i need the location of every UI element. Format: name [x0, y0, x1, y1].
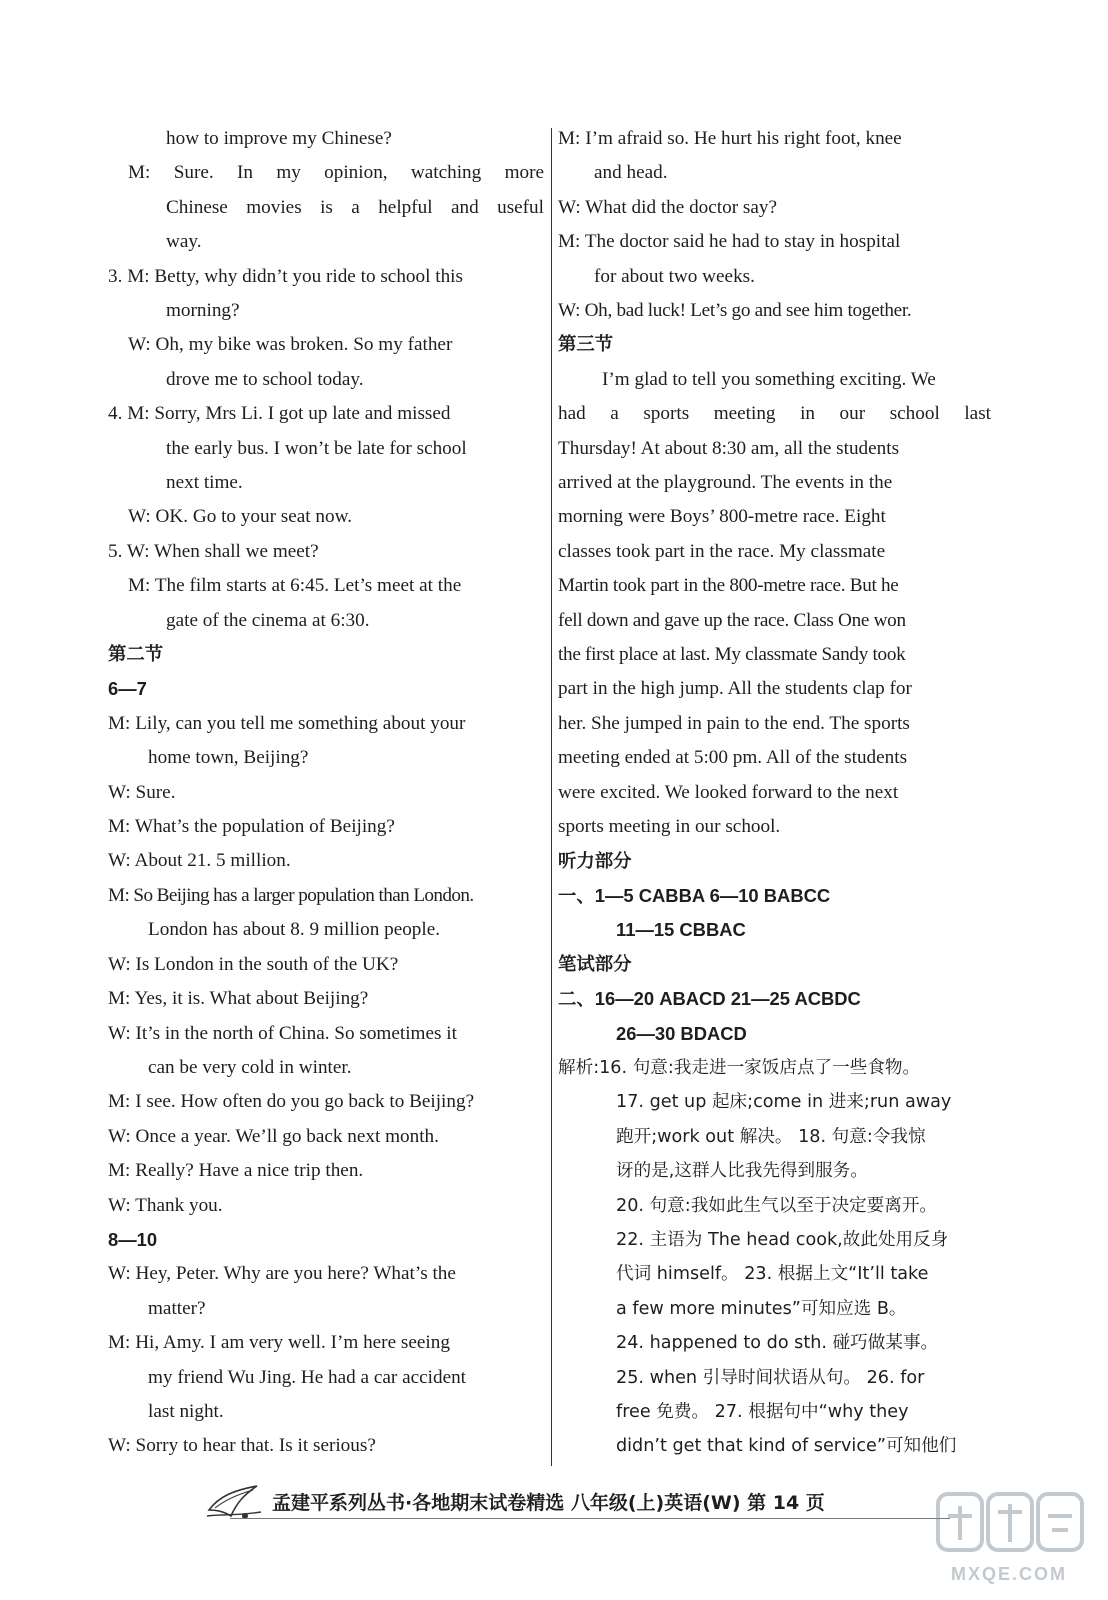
question-line: 3. M: Betty, why didn’t you ride to school this: [108, 265, 463, 287]
right-column: [558, 122, 991, 1464]
question-line: 4. M: Sorry, Mrs Li. I got up late and missed: [108, 403, 451, 425]
text-line: W: It’s in the north of China. So sometimes it: [108, 1022, 457, 1044]
passage-line: Martin took part in the 800-metre race. But he: [558, 575, 899, 597]
answer-line: 11—15 CBBAC: [616, 919, 746, 941]
watermark-logo-icon: [928, 1486, 1090, 1566]
analysis-line: 22. 主语为 The head cook,故此处用反身: [616, 1229, 949, 1250]
text-line: way.: [166, 231, 202, 253]
section-heading: 听力部分: [558, 850, 632, 872]
section-heading: 第三节: [558, 334, 614, 356]
text-line: W: Sure.: [108, 781, 176, 803]
question-line: 5. W: When shall we meet?: [108, 540, 319, 562]
text-line: how to improve my Chinese?: [166, 128, 392, 149]
analysis-line: 20. 句意:我如此生气以至于决定要离开。: [616, 1195, 938, 1216]
analysis-line: 跑开;work out 解决。 18. 句意:令我惊: [616, 1126, 926, 1147]
passage-line: part in the high jump. All the students clap for: [558, 678, 912, 700]
text-line: can be very cold in winter.: [148, 1056, 352, 1078]
watermark: [928, 1486, 1090, 1586]
text-line: W: About 21. 5 million.: [108, 850, 291, 872]
footer-text: 孟建平系列丛书·各地期末试卷精选 八年级(上)英语(W) 第 14 页: [272, 1492, 825, 1514]
analysis-line: 代词 himself。 23. 根据上文“It’ll take: [616, 1264, 929, 1285]
text-line: M: What’s the population of Beijing?: [108, 816, 395, 838]
text-line: the early bus. I won’t be late for school: [166, 437, 467, 459]
analysis-line: 17. get up 起床;come in 进来;run away: [616, 1092, 952, 1113]
text-line: gate of the cinema at 6:30.: [166, 609, 370, 631]
passage-line: morning were Boys’ 800-metre race. Eight: [558, 506, 886, 528]
text-line: and head.: [594, 162, 668, 184]
analysis-line: 讶的是,这群人比我先得到服务。: [616, 1161, 868, 1182]
passage-line: had a sports meeting in our school last: [558, 403, 991, 425]
text-line: London has about 8. 9 million people.: [148, 919, 441, 941]
left-column: [108, 122, 544, 1464]
text-line: last night.: [148, 1400, 224, 1422]
analysis-line: a few more minutes”可知应选 B。: [616, 1298, 907, 1319]
passage-line: arrived at the playground. The events in the: [558, 472, 893, 494]
answer-line: 一、1—5 CABBA 6—10 BABCC: [558, 884, 831, 906]
text-line: home town, Beijing?: [148, 747, 309, 769]
analysis-line: 24. happened to do sth. 碰巧做某事。: [616, 1333, 939, 1354]
column-divider: [551, 128, 552, 1466]
section-number: 6—7: [108, 678, 147, 700]
text-line: next time.: [166, 472, 243, 494]
passage-line: I’m glad to tell you something exciting. We: [602, 368, 936, 390]
text-line: M: Really? Have a nice trip then.: [108, 1160, 364, 1182]
passage-line: classes took part in the race. My classmate: [558, 540, 886, 562]
passage-line: Thursday! At about 8:30 am, all the students: [558, 437, 900, 459]
passage-line: her. She jumped in pain to the end. The sports: [558, 712, 910, 734]
text-line: W: Sorry to hear that. Is it serious?: [108, 1435, 376, 1457]
text-line: M: I see. How often do you go back to Beijing?: [108, 1091, 475, 1113]
text-line: M: Yes, it is. What about Beijing?: [108, 988, 369, 1010]
section-number: 8—10: [108, 1228, 158, 1250]
passage-line: were excited. We looked forward to the next: [558, 781, 899, 803]
text-line: drove me to school today.: [166, 368, 364, 390]
text-line: my friend Wu Jing. He had a car accident: [148, 1366, 467, 1388]
answer-line: 26—30 BDACD: [616, 1022, 747, 1044]
section-heading: 第二节: [108, 644, 164, 666]
text-line: W: Thank you.: [108, 1194, 223, 1216]
passage-line: sports meeting in our school.: [558, 816, 781, 838]
answer-line: 二、16—20 ABACD 21—25 ACBDC: [558, 988, 861, 1010]
analysis-line: 25. when 引导时间状语从句。 26. for: [616, 1367, 925, 1388]
text-line: W: Once a year. We’ll go back next month.: [108, 1125, 439, 1147]
passage-line: the first place at last. My classmate Sandy took: [558, 644, 906, 666]
passage-line: meeting ended at 5:00 pm. All of the students: [558, 747, 908, 769]
text-line: M: So Beijing has a larger population than London.: [108, 884, 474, 906]
watermark-text: MXQE.COM: [950, 1564, 1067, 1584]
text-line: M: Lily, can you tell me something about your: [108, 712, 466, 734]
book-series-logo-icon: [205, 1476, 263, 1524]
text-line: W: Oh, bad luck! Let’s go and see him together.: [558, 300, 912, 322]
text-line: W: Oh, my bike was broken. So my father: [128, 334, 453, 356]
text-line: W: OK. Go to your seat now.: [128, 506, 352, 528]
text-line: Chinese movies is a helpful and useful: [166, 196, 544, 218]
section-heading: 笔试部分: [558, 953, 632, 975]
passage-line: fell down and gave up the race. Class One won: [558, 609, 906, 631]
analysis-line: 解析:16. 句意:我走进一家饭店点了一些食物。: [558, 1057, 921, 1078]
text-line: M: The film starts at 6:45. Let’s meet at the: [128, 575, 462, 597]
text-line: M: The doctor said he had to stay in hospital: [558, 231, 901, 253]
analysis-line: free 免费。 27. 根据句中“why they: [616, 1402, 909, 1423]
footer-rule: [230, 1518, 950, 1519]
text-line: W: Hey, Peter. Why are you here? What’s the: [108, 1263, 456, 1285]
text-line: W: Is London in the south of the UK?: [108, 953, 399, 975]
text-line: M: Hi, Amy. I am very well. I’m here seeing: [108, 1332, 450, 1354]
analysis-line: didn’t get that kind of service”可知他们: [616, 1436, 957, 1457]
text-line: W: What did the doctor say?: [558, 196, 777, 218]
text-line: M: I’m afraid so. He hurt his right foot, knee: [558, 128, 902, 149]
text-line: M: Sure. In my opinion, watching more: [128, 162, 544, 184]
text-line: matter?: [148, 1297, 206, 1319]
text-line: morning?: [166, 299, 240, 321]
text-line: for about two weeks.: [594, 265, 755, 287]
